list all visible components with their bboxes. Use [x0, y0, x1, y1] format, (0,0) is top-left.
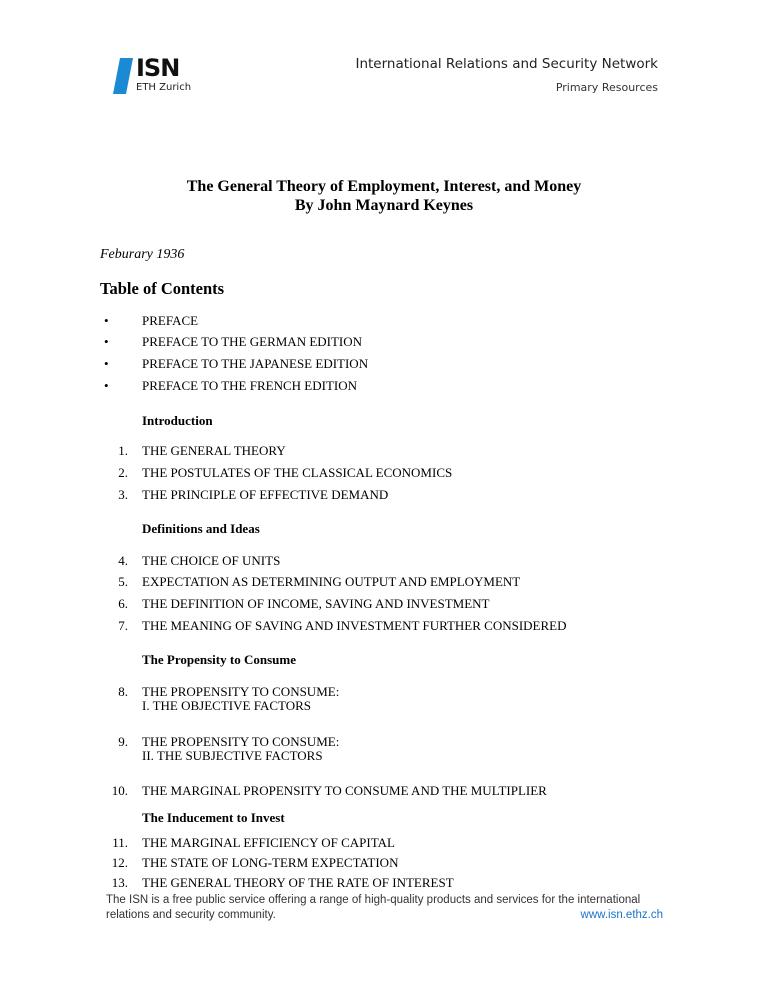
chapter-number: 9. [118, 734, 128, 749]
toc-link[interactable] [142, 444, 286, 458]
logo-sub: ETH Zurich [136, 82, 192, 93]
chapter-number: 10. [111, 783, 128, 798]
toc-section-heading: The Propensity to Consume [142, 652, 296, 667]
toc-link[interactable] [142, 597, 490, 611]
chapter-number: 11. [112, 835, 128, 850]
toc-link[interactable] [142, 488, 388, 502]
chapter-number: 1. [118, 443, 128, 458]
toc-link[interactable] [142, 554, 280, 568]
chapter-title-line: THE MARGINAL PROPENSITY TO CONSUME AND THE MULTIPLIER [142, 783, 547, 798]
footer-url-link[interactable]: www.isn.ethz.ch [580, 909, 663, 921]
chapter-number: 5. [118, 574, 128, 589]
toc-link[interactable] [142, 685, 339, 713]
toc-link[interactable]: PREFACE TO THE GERMAN EDITION [142, 334, 363, 349]
footer-text-line2: relations and security community. [106, 909, 276, 921]
header-subtitle: Primary Resources [555, 81, 658, 94]
toc-link[interactable] [142, 836, 395, 850]
toc-link[interactable] [142, 876, 454, 890]
toc-link[interactable]: PREFACE TO THE FRENCH EDITION [142, 378, 357, 393]
bullet-icon: • [104, 378, 109, 393]
chapter-title-line: THE MARGINAL EFFICIENCY OF CAPITAL [142, 835, 395, 850]
logo-slash-icon [113, 58, 135, 94]
chapter-title-line: THE POSTULATES OF THE CLASSICAL ECONOMICS [142, 465, 453, 480]
chapter-title-line: THE PROPENSITY TO CONSUME: [142, 734, 340, 749]
toc-heading: Table of Contents [100, 279, 225, 298]
bullet-icon: • [104, 334, 109, 349]
toc-link[interactable]: PREFACE TO THE JAPANESE EDITION [142, 356, 369, 371]
toc-link[interactable] [142, 856, 398, 870]
chapter-number: 13. [111, 875, 128, 890]
chapter-number: 8. [118, 684, 128, 699]
chapter-title-line: THE MEANING OF SAVING AND INVESTMENT FURTHER CONSIDERED [142, 618, 567, 633]
chapter-title-line: THE GENERAL THEORY [142, 443, 286, 458]
toc-link[interactable] [142, 466, 452, 480]
toc-link[interactable] [142, 575, 520, 589]
chapter-number: 4. [118, 553, 128, 568]
chapter-number: 7. [118, 618, 128, 633]
logo-text: ISN [136, 54, 180, 82]
toc-section-heading: Introduction [142, 413, 213, 428]
bullet-icon: • [104, 313, 109, 328]
chapter-title-line: THE GENERAL THEORY OF THE RATE OF INTEREST [142, 875, 454, 890]
chapter-number: 3. [118, 487, 128, 502]
chapter-title-line: THE PROPENSITY TO CONSUME: [142, 684, 340, 699]
document-author: By John Maynard Keynes [294, 197, 474, 214]
chapter-title-line: EXPECTATION AS DETERMINING OUTPUT AND EMPLOYMENT [142, 574, 521, 589]
chapter-number: 6. [118, 596, 128, 611]
footer-text-line1: The ISN is a free public service offering a range of high-quality products and services for the international [106, 894, 641, 906]
chapter-title-line: THE PRINCIPLE OF EFFECTIVE DEMAND [142, 487, 389, 502]
chapter-title-line: THE STATE OF LONG-TERM EXPECTATION [142, 855, 399, 870]
chapter-title-line: I. THE OBJECTIVE FACTORS [142, 698, 312, 713]
toc-link[interactable]: PREFACE [142, 313, 199, 328]
toc-link[interactable] [142, 784, 547, 798]
chapter-number: 2. [118, 465, 128, 480]
chapter-title-line: II. THE SUBJECTIVE FACTORS [142, 748, 323, 763]
document-title: The General Theory of Employment, Interest, and Money [186, 178, 582, 195]
toc-section-heading: Definitions and Ideas [142, 521, 260, 536]
chapter-title-line: THE CHOICE OF UNITS [142, 553, 281, 568]
document-date: Feburary 1936 [100, 247, 185, 262]
chapter-number: 12. [111, 855, 128, 870]
network-title: International Relations and Security Network [355, 56, 658, 72]
toc-link[interactable] [142, 735, 339, 763]
chapter-title-line: THE DEFINITION OF INCOME, SAVING AND INVESTMENT [142, 596, 490, 611]
toc-section-heading: The Inducement to Invest [142, 810, 285, 825]
toc-link[interactable] [142, 619, 567, 633]
bullet-icon: • [104, 356, 109, 371]
